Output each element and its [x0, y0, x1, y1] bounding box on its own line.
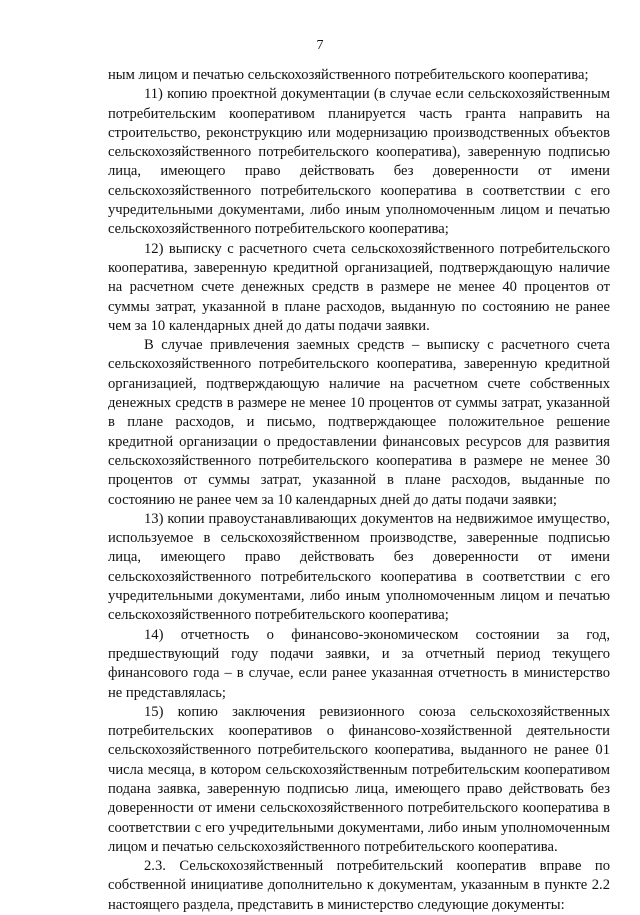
paragraph-item-13: 13) копии правоустанавливающих документов на недвижимое имущество, используемое в сельскохозяйственном производстве, заверенные подписью лица, имеющего право действовать без доверенности от имени сельскохозяйственного потребительского кооператива в соответствии с его учредительными документами, либо иным уполномоченным лицом и печатью сельскохозяйственного потребительского кооператива; — [108, 510, 610, 624]
paragraph-item-14: 14) отчетность о финансово-экономическом состоянии за год, предшествующий году подачи заявки, и за отчетный период текущего финансового года – в случае, если ранее указанная отчетность в министерство не представлялась; — [108, 626, 610, 701]
paragraph-continuation: ным лицом и печатью сельскохозяйственного потребительского кооператива; — [108, 67, 589, 83]
page-number: 7 — [316, 38, 324, 53]
paragraph-section-2-3: 2.3. Сельскохозяйственный потребительский кооператив вправе по собственной инициативе дополнительно к документам, указанным в пункте 2.2 настоящего раздела, представить в министерство следующие документы: — [108, 858, 610, 913]
paragraph-item-15: 15) копию заключения ревизионного союза сельскохозяйственных потребительских кооперативов о финансово-хозяйственной деятельности сельскохозяйственного потребительского кооператива, выданного не ранее 01 числа месяца, в котором сельскохозяйственным потребительским кооперативом подана заявка, заверенную подписью лица, имеющего право действовать без доверенности от имени сельскохозяйственного потребительского кооператива в соответствии с его учредительными документами, либо иным уполномоченным лицом и печатью сельскохозяйственного потребительского кооператива. — [108, 703, 610, 855]
paragraph-item-11: 11) копию проектной документации (в случае если сельскохозяйственным потребительским кооперативом планируется часть гранта направить на строительство, реконструкцию или модернизацию производственных объектов сельскохозяйственного потребительского кооператива), заверенную подписью лица, имеющего право действовать без доверенности от имени сельскохозяйственного потребительского кооператива в соответствии с его учредительными документами, либо иным уполномоченным лицом и печатью сельскохозяйственного потребительского кооператива; — [108, 86, 610, 238]
document-body — [108, 66, 610, 915]
paragraph-item-12: 12) выписку с расчетного счета сельскохозяйственного потребительского кооператива, заверенную кредитной организацией, подтверждающую наличие на расчетном счете денежных средств в размере не менее 40 процентов от суммы затрат, указанной в плане расходов, выданную по состоянию не ранее чем за 10 календарных дней до даты подачи заявки. — [108, 240, 610, 334]
paragraph-borrowed-funds: В случае привлечения заемных средств – выписку с расчетного счета сельскохозяйственного потребительского кооператива, заверенную кредитной организацией, подтверждающую наличие на расчетном счете собственных денежных средств в размере не менее 10 процентов от суммы затрат, указанной в плане расходов, и письмо, подтверждающее положительное решение кредитной организации о предоставлении финансовых ресурсов для развития сельскохозяйственного потребительского кооператива в размере не менее 30 процентов от суммы затрат, указанной в плане расходов, выданные по состоянию не ранее чем за 10 календарных дней до даты подачи заявки; — [108, 337, 610, 508]
